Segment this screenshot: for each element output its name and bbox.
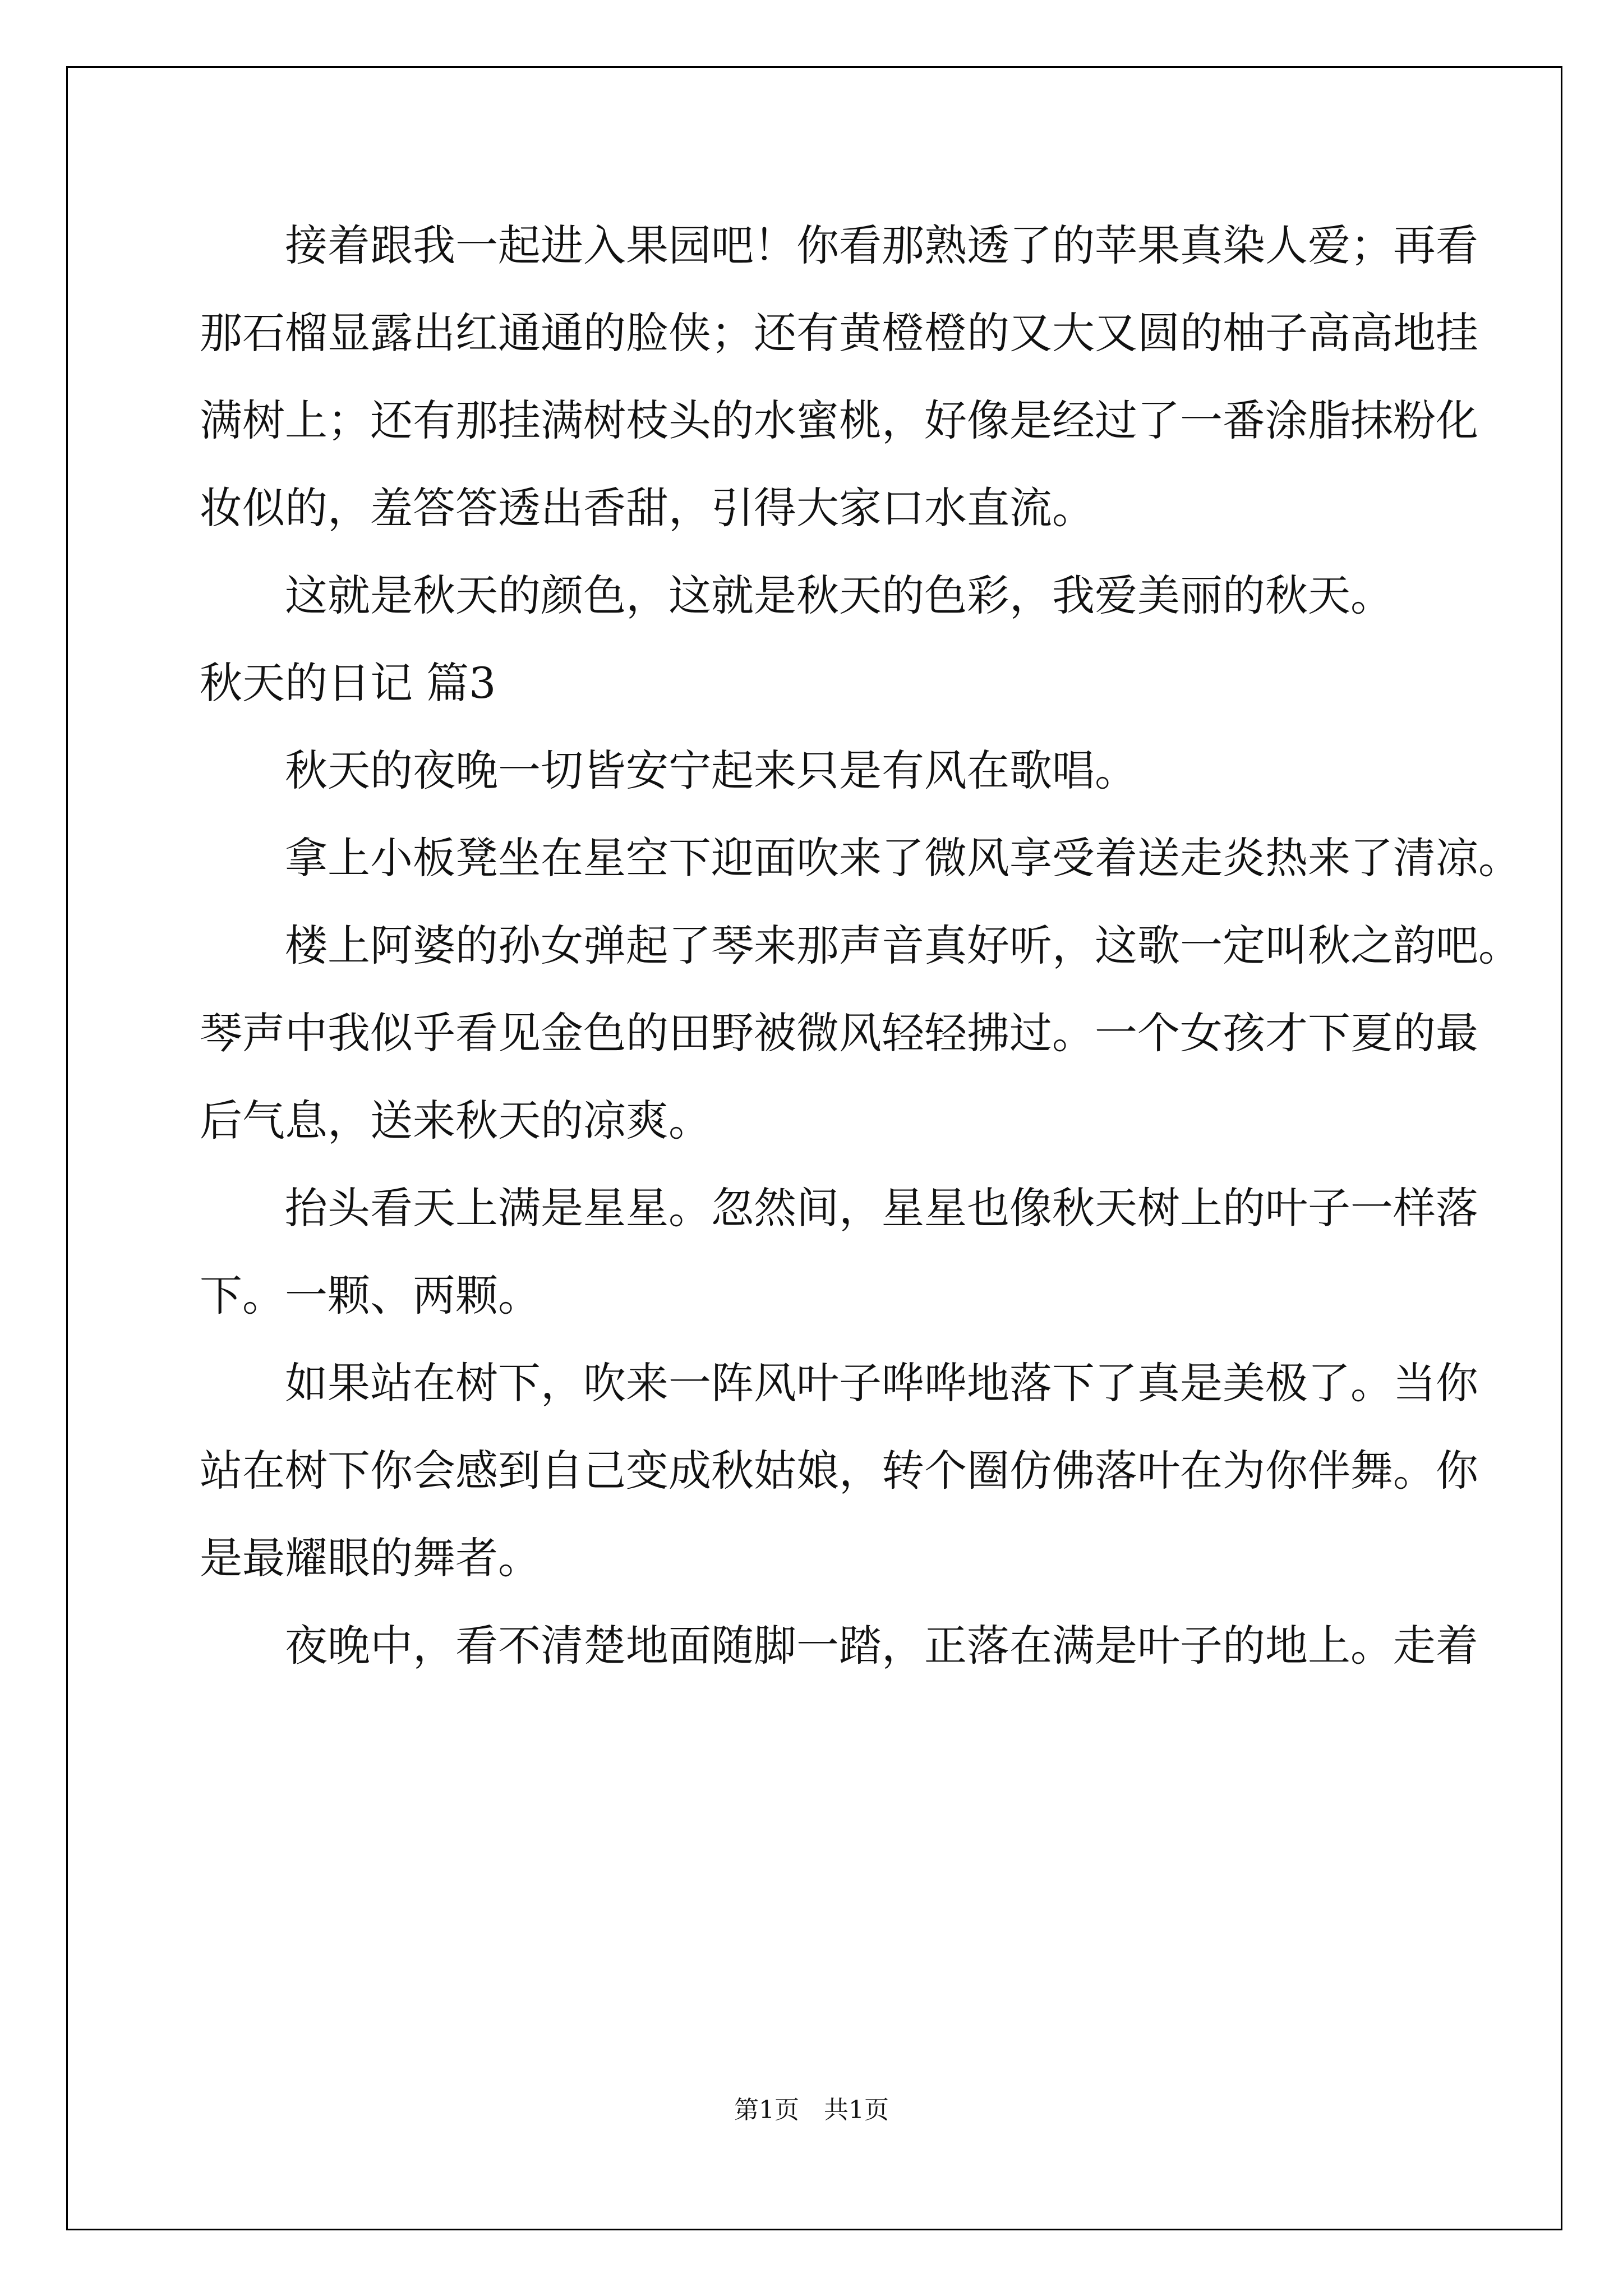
text-line: 夜晚中，看不清楚地面随脚一踏，正落在满是叶子的地上。走着 (285, 1621, 1478, 1671)
paragraph (200, 902, 1521, 1165)
section-heading (200, 639, 1433, 727)
text-line: 如果站在树下，吹来一阵风叶子哗哗地落下了真是美极了。当你 (285, 1358, 1478, 1408)
paragraph (200, 727, 1433, 815)
paragraph (200, 1165, 1478, 1340)
text-line: 后气息，送来秋天的凉爽。 (200, 1096, 711, 1145)
paragraph (200, 552, 1433, 639)
text-line: 那石榴显露出红通通的脸侠；还有黄橙橙的又大又圆的柚子高高地挂 (200, 308, 1478, 358)
text-line: 这就是秋天的颜色，这就是秋天的色彩，我爱美丽的秋天。 (285, 570, 1393, 620)
page-footer: 第1页 共1页 (734, 2096, 889, 2124)
text-line: 站在树下你会感到自己变成秋姑娘，转个圈仿佛落叶在为你伴舞。你 (200, 1446, 1478, 1496)
text-line: 满树上；还有那挂满树枝头的水蜜桃，好像是经过了一番涂脂抹粉化 (200, 395, 1478, 445)
text-line: 秋天的日记 篇3 (200, 658, 496, 708)
text-line: 楼上阿婆的孙女弹起了琴来那声音真好听，这歌一定叫秋之韵吧。 (285, 921, 1521, 970)
text-line: 抬头看天上满是星星。忽然间，星星也像秋天树上的叶子一样落 (285, 1183, 1478, 1233)
text-line: 下。一颗、两颗。 (200, 1271, 541, 1320)
document-body (200, 202, 1521, 1690)
text-line: 琴声中我似乎看见金色的田野被微风轻轻拂过。一个女孩才下夏的最 (200, 1008, 1478, 1058)
paragraph (200, 1340, 1478, 1602)
text-line: 是最耀眼的舞者。 (200, 1533, 541, 1583)
text-line: 接着跟我一起进入果园吧！你看那熟透了的苹果真染人爱；再看 (285, 220, 1478, 270)
paragraph (200, 1602, 1478, 1690)
text-line: 秋天的夜晚一切皆安宁起来只是有风在歌唱。 (285, 746, 1137, 795)
paragraph (200, 815, 1521, 902)
paragraph (200, 202, 1478, 552)
text-line: 拿上小板凳坐在星空下迎面吹来了微风享受着送走炎热来了清凉。 (285, 833, 1521, 883)
text-line: 妆似的，羞答答透出香甜，引得大家口水直流。 (200, 483, 1095, 533)
